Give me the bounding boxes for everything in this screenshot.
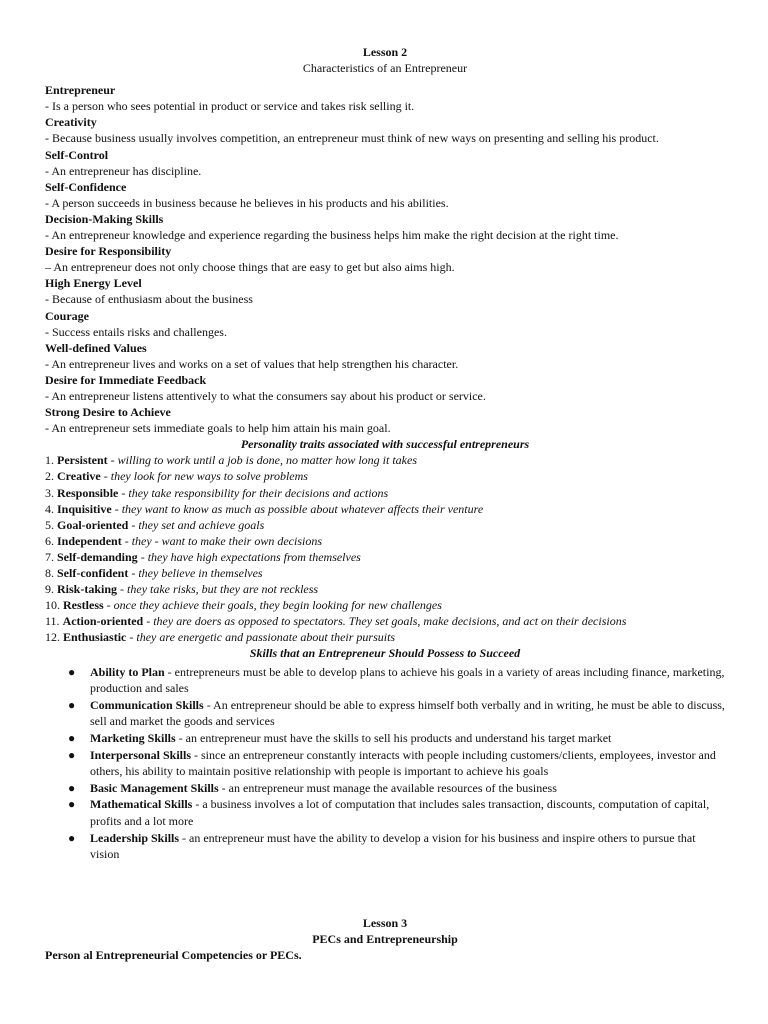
characteristic-description: - A person succeeds in business because he believes in his products and his abilities. xyxy=(45,195,449,210)
trait-separator: - xyxy=(128,517,139,532)
trait-item xyxy=(45,581,725,597)
skill-name: Interpersonal Skills xyxy=(90,747,192,762)
characteristic-term: Self-Control xyxy=(45,147,109,162)
trait-name: Self-confident xyxy=(57,566,129,580)
trait-description: they want to know as much as possible about whatever affects their venture xyxy=(121,501,484,516)
skill-description: - an entrepreneur must have the skills to sell his products and understand his target market xyxy=(175,730,612,745)
trait-name: Restless xyxy=(63,598,104,613)
characteristic-description: - An entrepreneur has discipline. xyxy=(45,163,202,178)
characteristic-description: - An entrepreneur knowledge and experience regarding the business helps him make the right decision at the right time. xyxy=(45,228,619,243)
trait-item xyxy=(45,597,725,613)
characteristic-term: Strong Desire to Achieve xyxy=(45,405,171,420)
skill-item xyxy=(68,730,725,747)
trait-separator: - xyxy=(128,566,139,580)
skill-description: - an entrepreneur must manage the available resources of the business xyxy=(218,780,557,795)
trait-description: they are doers as opposed to spectators. They set goals, make decisions, and act on their decisions xyxy=(153,614,627,629)
characteristic-item xyxy=(45,308,725,340)
trait-separator: - xyxy=(126,630,137,645)
skill-description: - An entrepreneur should be able to express himself both verbally and in writing, he must be able to discuss, sell and market the goods and services xyxy=(90,697,725,729)
trait-item xyxy=(45,517,725,533)
trait-number: 12. xyxy=(45,630,63,645)
skill-name: Leadership Skills xyxy=(90,830,180,845)
lesson-3-title: Lesson 3 xyxy=(362,916,408,930)
characteristic-term: Well-defined Values xyxy=(45,340,147,355)
trait-description: they take responsibility for their decisions and actions xyxy=(128,485,389,500)
skills-list xyxy=(45,664,725,863)
trait-number: 2. xyxy=(45,469,57,484)
trait-separator: - xyxy=(100,469,111,484)
trait-name: Enthusiastic xyxy=(63,630,127,645)
trait-item xyxy=(45,501,725,517)
characteristic-item xyxy=(45,340,725,372)
lesson-2-subtitle: Characteristics of an Entrepreneur xyxy=(302,61,468,76)
lesson-2-section xyxy=(45,44,725,863)
skill-item xyxy=(68,697,725,730)
trait-item xyxy=(45,468,725,484)
lesson-3-subtitle: PECs and Entrepreneurship xyxy=(312,932,458,946)
bullet-icon: ● xyxy=(68,664,76,679)
characteristic-item xyxy=(45,275,725,307)
characteristic-item xyxy=(45,82,725,114)
trait-item xyxy=(45,549,725,565)
characteristic-term: High Energy Level xyxy=(45,276,142,291)
trait-item xyxy=(45,565,725,581)
characteristic-term: Desire for Responsibility xyxy=(45,244,172,259)
trait-name: Self-demanding xyxy=(57,549,138,564)
characteristic-description: - Because business usually involves competition, an entrepreneur must think of new ways on presenting and selling his product. xyxy=(45,131,659,146)
characteristic-term: Decision-Making Skills xyxy=(45,211,164,226)
trait-number: 6. xyxy=(45,533,57,548)
skill-description: - entrepreneurs must be able to develop plans to achieve his goals in a variety of areas including finance, marketing, production and sales xyxy=(90,664,725,696)
skill-description: - an entrepreneur must have the ability to develop a vision for his business and inspire others to pursue that vision xyxy=(90,830,696,862)
trait-description: they look for new ways to solve problems xyxy=(110,469,308,484)
trait-name: Risk-taking xyxy=(57,582,118,597)
trait-item xyxy=(45,629,725,645)
trait-item xyxy=(45,533,725,549)
skill-name: Marketing Skills xyxy=(90,730,176,745)
skill-name: Basic Management Skills xyxy=(90,780,219,795)
skill-description: - since an entrepreneur constantly interacts with people including customers/clients, employees, investor and others, his ability to maintain positive relationship with people is important to achieve his goals xyxy=(90,747,716,779)
trait-name: Persistent xyxy=(57,453,108,468)
trait-description: willing to work until a job is done, no matter how long it takes xyxy=(117,453,417,468)
trait-description: they believe in themselves xyxy=(138,566,263,580)
skill-name: Communication Skills xyxy=(90,697,204,712)
trait-separator: - xyxy=(121,533,132,548)
bullet-icon: ● xyxy=(68,830,76,845)
bullet-icon: ● xyxy=(68,730,76,745)
trait-name: Creative xyxy=(57,469,101,484)
trait-number: 5. xyxy=(45,517,57,532)
characteristic-item xyxy=(45,114,725,146)
characteristic-description: - Is a person who sees potential in product or service and takes risk selling it. xyxy=(45,99,415,114)
characteristic-item xyxy=(45,372,725,404)
trait-description: they set and achieve goals xyxy=(138,517,265,532)
trait-separator: - xyxy=(103,598,114,613)
trait-separator: - xyxy=(118,485,129,500)
trait-separator: - xyxy=(143,614,154,629)
characteristic-term: Desire for Immediate Feedback xyxy=(45,372,207,387)
characteristic-description: - Because of enthusiasm about the business xyxy=(45,292,253,307)
characteristic-description: - An entrepreneur lives and works on a set of values that help strengthen his character. xyxy=(45,356,459,371)
characteristic-item xyxy=(45,179,725,211)
characteristic-term: Courage xyxy=(45,308,89,323)
trait-item xyxy=(45,452,725,468)
lesson-2-title: Lesson 2 xyxy=(362,45,408,59)
trait-separator: - xyxy=(117,582,128,597)
skill-item xyxy=(68,780,725,797)
trait-name: Independent xyxy=(57,533,122,548)
characteristic-term: Creativity xyxy=(45,115,97,130)
trait-separator: - xyxy=(107,453,118,468)
skills-heading: Skills that an Entrepreneur Should Possess to Succeed xyxy=(249,646,521,661)
characteristic-description: - Success entails risks and challenges. xyxy=(45,324,227,339)
traits-heading: Personality traits associated with successful entrepreneurs xyxy=(240,437,530,452)
trait-separator: - xyxy=(111,501,122,516)
characteristic-term: Self-Confidence xyxy=(45,179,127,194)
skill-item xyxy=(68,830,725,863)
traits-list xyxy=(45,452,725,645)
characteristics-list xyxy=(45,82,725,436)
trait-number: 3. xyxy=(45,485,57,500)
skill-description: - a business involves a lot of computation that includes sales transaction, discounts, computation of capital, profits and a lot more xyxy=(90,797,710,828)
trait-number: 8. xyxy=(45,566,57,580)
trait-name: Action-oriented xyxy=(62,614,144,629)
characteristic-item xyxy=(45,211,725,243)
trait-item xyxy=(45,485,725,501)
trait-description: they are energetic and passionate about their pursuits xyxy=(136,630,396,645)
trait-description: they take risks, but they are not reckless xyxy=(127,582,319,597)
trait-name: Responsible xyxy=(57,485,119,500)
characteristic-description: - An entrepreneur listens attentively to what the consumers say about his product or service. xyxy=(45,388,486,403)
trait-number: 4. xyxy=(45,501,57,516)
trait-number: 1. xyxy=(45,453,57,468)
characteristic-item xyxy=(45,147,725,179)
skill-item xyxy=(68,747,725,780)
trait-description: they have high expectations from themselves xyxy=(147,549,361,564)
trait-number: 7. xyxy=(45,549,57,564)
characteristic-item xyxy=(45,243,725,275)
bullet-icon: ● xyxy=(68,780,76,795)
skill-item xyxy=(68,664,725,697)
characteristic-description: – An entrepreneur does not only choose things that are easy to get but also aims high. xyxy=(45,260,455,275)
trait-number: 11. xyxy=(45,614,63,629)
trait-item xyxy=(45,613,725,629)
trait-description: once they achieve their goals, they begin looking for new challenges xyxy=(113,598,442,613)
skill-name: Mathematical Skills xyxy=(90,797,193,812)
lesson-3-section xyxy=(45,915,725,963)
bullet-icon: ● xyxy=(68,747,76,762)
trait-separator: - xyxy=(137,549,148,564)
trait-name: Inquisitive xyxy=(57,501,112,516)
bullet-icon: ● xyxy=(68,697,76,712)
bullet-icon: ● xyxy=(68,797,76,812)
trait-number: 10. xyxy=(45,598,63,613)
skill-name: Ability to Plan xyxy=(90,664,165,679)
characteristic-item xyxy=(45,404,725,436)
lesson-3-intro: Person al Entrepreneurial Competencies or PECs. xyxy=(45,948,302,962)
trait-number: 9. xyxy=(45,582,57,597)
characteristic-description: - An entrepreneur sets immediate goals to help him attain his main goal. xyxy=(45,421,391,436)
trait-description: they - want to make their own decisions xyxy=(131,533,322,548)
trait-name: Goal-oriented xyxy=(57,517,129,532)
characteristic-term: Entrepreneur xyxy=(45,83,116,98)
skill-item xyxy=(68,796,725,829)
